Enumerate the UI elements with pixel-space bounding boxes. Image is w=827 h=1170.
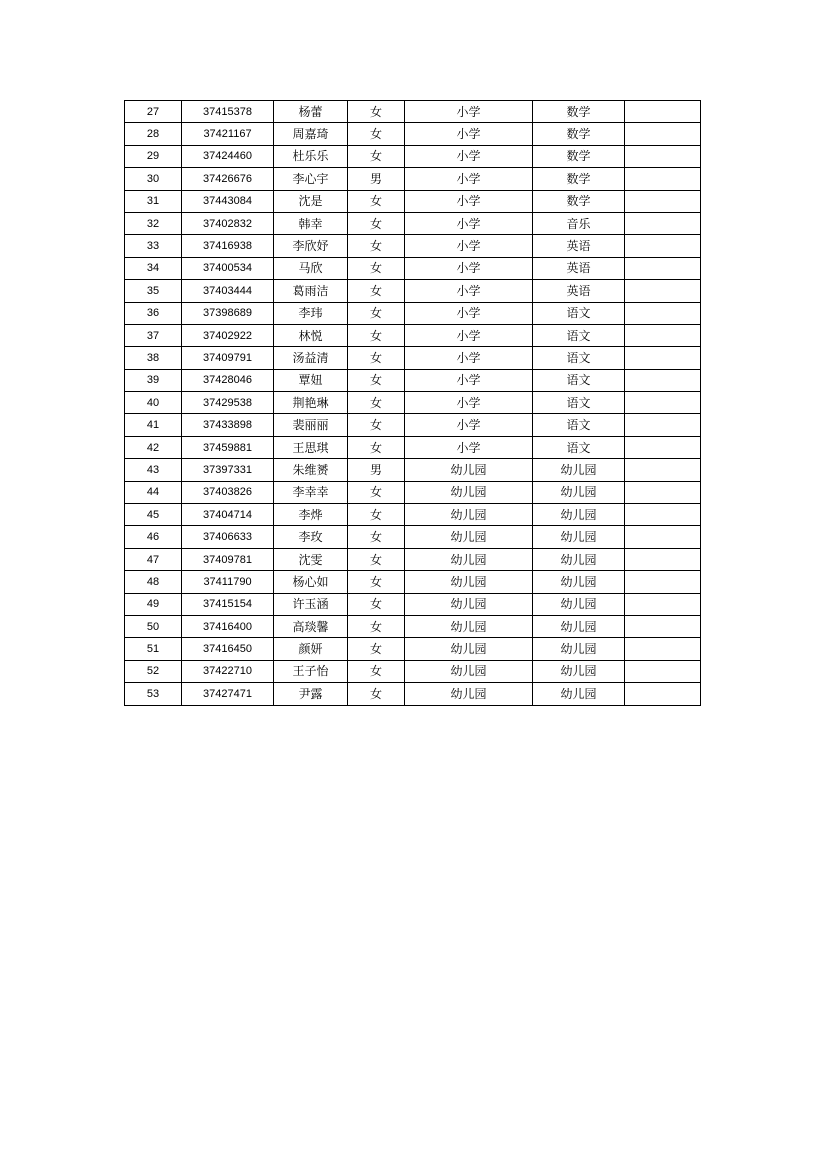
exam-id-cell: 37416400 xyxy=(182,615,274,637)
row-index-cell: 32 xyxy=(125,212,182,234)
table-row xyxy=(125,459,701,481)
name-cell: 沈雯 xyxy=(274,548,348,570)
name-cell: 尹露 xyxy=(274,683,348,705)
row-index-cell: 42 xyxy=(125,436,182,458)
school-level-cell: 小学 xyxy=(405,123,533,145)
table-row xyxy=(125,526,701,548)
subject-cell: 数学 xyxy=(533,123,625,145)
exam-id-cell: 37429538 xyxy=(182,392,274,414)
table-row xyxy=(125,369,701,391)
table-row xyxy=(125,168,701,190)
name-cell: 李玮 xyxy=(274,302,348,324)
note-cell xyxy=(625,392,701,414)
name-cell: 覃妞 xyxy=(274,369,348,391)
school-level-cell: 幼儿园 xyxy=(405,638,533,660)
name-cell: 王子怡 xyxy=(274,660,348,682)
name-cell: 杜乐乐 xyxy=(274,145,348,167)
subject-cell: 数学 xyxy=(533,101,625,123)
table-row xyxy=(125,504,701,526)
name-cell: 荆艳琳 xyxy=(274,392,348,414)
subject-cell: 英语 xyxy=(533,235,625,257)
subject-cell: 幼儿园 xyxy=(533,571,625,593)
table-row xyxy=(125,235,701,257)
gender-cell: 女 xyxy=(348,638,405,660)
row-index-cell: 52 xyxy=(125,660,182,682)
school-level-cell: 小学 xyxy=(405,101,533,123)
exam-id-cell: 37409781 xyxy=(182,548,274,570)
table-row xyxy=(125,683,701,705)
school-level-cell: 小学 xyxy=(405,257,533,279)
table-row xyxy=(125,280,701,302)
gender-cell: 女 xyxy=(348,212,405,234)
note-cell xyxy=(625,638,701,660)
row-index-cell: 38 xyxy=(125,347,182,369)
row-index-cell: 51 xyxy=(125,638,182,660)
note-cell xyxy=(625,168,701,190)
subject-cell: 幼儿园 xyxy=(533,481,625,503)
note-cell xyxy=(625,526,701,548)
subject-cell: 幼儿园 xyxy=(533,548,625,570)
name-cell: 李玫 xyxy=(274,526,348,548)
table-row xyxy=(125,548,701,570)
exam-id-cell: 37404714 xyxy=(182,504,274,526)
row-index-cell: 28 xyxy=(125,123,182,145)
note-cell xyxy=(625,145,701,167)
exam-id-cell: 37459881 xyxy=(182,436,274,458)
exam-id-cell: 37402922 xyxy=(182,324,274,346)
table-row xyxy=(125,593,701,615)
exam-id-cell: 37397331 xyxy=(182,459,274,481)
note-cell xyxy=(625,280,701,302)
exam-id-cell: 37400534 xyxy=(182,257,274,279)
gender-cell: 女 xyxy=(348,571,405,593)
note-cell xyxy=(625,459,701,481)
row-index-cell: 37 xyxy=(125,324,182,346)
exam-id-cell: 37416450 xyxy=(182,638,274,660)
school-level-cell: 小学 xyxy=(405,235,533,257)
school-level-cell: 幼儿园 xyxy=(405,459,533,481)
subject-cell: 语文 xyxy=(533,369,625,391)
gender-cell: 女 xyxy=(348,280,405,302)
exam-id-cell: 37428046 xyxy=(182,369,274,391)
gender-cell: 女 xyxy=(348,123,405,145)
school-level-cell: 小学 xyxy=(405,347,533,369)
name-cell: 汤益清 xyxy=(274,347,348,369)
table-row xyxy=(125,324,701,346)
name-cell: 颜妍 xyxy=(274,638,348,660)
table-row xyxy=(125,212,701,234)
name-cell: 高琰馨 xyxy=(274,615,348,637)
gender-cell: 女 xyxy=(348,347,405,369)
gender-cell: 女 xyxy=(348,190,405,212)
note-cell xyxy=(625,436,701,458)
row-index-cell: 53 xyxy=(125,683,182,705)
gender-cell: 女 xyxy=(348,414,405,436)
name-cell: 李心宇 xyxy=(274,168,348,190)
gender-cell: 女 xyxy=(348,257,405,279)
gender-cell: 女 xyxy=(348,504,405,526)
row-index-cell: 41 xyxy=(125,414,182,436)
row-index-cell: 35 xyxy=(125,280,182,302)
table-row xyxy=(125,414,701,436)
table-row xyxy=(125,347,701,369)
subject-cell: 语文 xyxy=(533,347,625,369)
subject-cell: 语文 xyxy=(533,324,625,346)
row-index-cell: 39 xyxy=(125,369,182,391)
row-index-cell: 49 xyxy=(125,593,182,615)
school-level-cell: 幼儿园 xyxy=(405,481,533,503)
name-cell: 朱维赟 xyxy=(274,459,348,481)
school-level-cell: 小学 xyxy=(405,212,533,234)
exam-id-cell: 37403826 xyxy=(182,481,274,503)
subject-cell: 语文 xyxy=(533,302,625,324)
row-index-cell: 43 xyxy=(125,459,182,481)
school-level-cell: 小学 xyxy=(405,324,533,346)
note-cell xyxy=(625,302,701,324)
table-row xyxy=(125,571,701,593)
school-level-cell: 小学 xyxy=(405,414,533,436)
name-cell: 李烨 xyxy=(274,504,348,526)
row-index-cell: 36 xyxy=(125,302,182,324)
note-cell xyxy=(625,123,701,145)
note-cell xyxy=(625,504,701,526)
gender-cell: 女 xyxy=(348,615,405,637)
row-index-cell: 34 xyxy=(125,257,182,279)
row-index-cell: 45 xyxy=(125,504,182,526)
school-level-cell: 幼儿园 xyxy=(405,526,533,548)
subject-cell: 英语 xyxy=(533,257,625,279)
table-body xyxy=(125,101,701,706)
school-level-cell: 小学 xyxy=(405,392,533,414)
exam-id-cell: 37416938 xyxy=(182,235,274,257)
note-cell xyxy=(625,414,701,436)
exam-id-cell: 37403444 xyxy=(182,280,274,302)
exam-id-cell: 37406633 xyxy=(182,526,274,548)
school-level-cell: 幼儿园 xyxy=(405,593,533,615)
subject-cell: 幼儿园 xyxy=(533,526,625,548)
exam-id-cell: 37411790 xyxy=(182,571,274,593)
note-cell xyxy=(625,548,701,570)
exam-id-cell: 37415154 xyxy=(182,593,274,615)
gender-cell: 女 xyxy=(348,548,405,570)
gender-cell: 女 xyxy=(348,683,405,705)
row-index-cell: 46 xyxy=(125,526,182,548)
school-level-cell: 幼儿园 xyxy=(405,660,533,682)
row-index-cell: 47 xyxy=(125,548,182,570)
table-row xyxy=(125,101,701,123)
name-cell: 李幸幸 xyxy=(274,481,348,503)
table-row xyxy=(125,145,701,167)
subject-cell: 数学 xyxy=(533,145,625,167)
gender-cell: 女 xyxy=(348,369,405,391)
table-row xyxy=(125,190,701,212)
school-level-cell: 幼儿园 xyxy=(405,571,533,593)
subject-cell: 幼儿园 xyxy=(533,615,625,637)
school-level-cell: 小学 xyxy=(405,145,533,167)
name-cell: 周嘉琦 xyxy=(274,123,348,145)
subject-cell: 幼儿园 xyxy=(533,683,625,705)
subject-cell: 音乐 xyxy=(533,212,625,234)
name-cell: 王思琪 xyxy=(274,436,348,458)
gender-cell: 女 xyxy=(348,324,405,346)
exam-id-cell: 37426676 xyxy=(182,168,274,190)
note-cell xyxy=(625,593,701,615)
gender-cell: 女 xyxy=(348,302,405,324)
candidate-table xyxy=(124,100,701,706)
table-row xyxy=(125,638,701,660)
gender-cell: 女 xyxy=(348,436,405,458)
table-row xyxy=(125,123,701,145)
school-level-cell: 幼儿园 xyxy=(405,683,533,705)
row-index-cell: 30 xyxy=(125,168,182,190)
table-row xyxy=(125,436,701,458)
school-level-cell: 幼儿园 xyxy=(405,615,533,637)
subject-cell: 语文 xyxy=(533,392,625,414)
name-cell: 林悦 xyxy=(274,324,348,346)
gender-cell: 女 xyxy=(348,101,405,123)
subject-cell: 语文 xyxy=(533,436,625,458)
gender-cell: 女 xyxy=(348,145,405,167)
name-cell: 李欣妤 xyxy=(274,235,348,257)
subject-cell: 幼儿园 xyxy=(533,660,625,682)
exam-id-cell: 37398689 xyxy=(182,302,274,324)
exam-id-cell: 37421167 xyxy=(182,123,274,145)
name-cell: 杨蕾 xyxy=(274,101,348,123)
note-cell xyxy=(625,235,701,257)
row-index-cell: 33 xyxy=(125,235,182,257)
row-index-cell: 27 xyxy=(125,101,182,123)
subject-cell: 语文 xyxy=(533,414,625,436)
name-cell: 马欣 xyxy=(274,257,348,279)
row-index-cell: 44 xyxy=(125,481,182,503)
table-row xyxy=(125,481,701,503)
exam-id-cell: 37409791 xyxy=(182,347,274,369)
school-level-cell: 小学 xyxy=(405,190,533,212)
row-index-cell: 31 xyxy=(125,190,182,212)
school-level-cell: 小学 xyxy=(405,436,533,458)
exam-id-cell: 37422710 xyxy=(182,660,274,682)
name-cell: 沈是 xyxy=(274,190,348,212)
gender-cell: 女 xyxy=(348,392,405,414)
table-row xyxy=(125,302,701,324)
note-cell xyxy=(625,660,701,682)
row-index-cell: 29 xyxy=(125,145,182,167)
note-cell xyxy=(625,190,701,212)
table-row xyxy=(125,615,701,637)
subject-cell: 幼儿园 xyxy=(533,593,625,615)
exam-id-cell: 37443084 xyxy=(182,190,274,212)
subject-cell: 幼儿园 xyxy=(533,459,625,481)
subject-cell: 幼儿园 xyxy=(533,504,625,526)
school-level-cell: 小学 xyxy=(405,168,533,190)
gender-cell: 女 xyxy=(348,593,405,615)
gender-cell: 男 xyxy=(348,168,405,190)
gender-cell: 女 xyxy=(348,235,405,257)
note-cell xyxy=(625,257,701,279)
name-cell: 葛雨洁 xyxy=(274,280,348,302)
table-row xyxy=(125,392,701,414)
table-row xyxy=(125,660,701,682)
school-level-cell: 小学 xyxy=(405,280,533,302)
exam-id-cell: 37402832 xyxy=(182,212,274,234)
note-cell xyxy=(625,481,701,503)
name-cell: 韩幸 xyxy=(274,212,348,234)
exam-id-cell: 37424460 xyxy=(182,145,274,167)
note-cell xyxy=(625,571,701,593)
name-cell: 许玉涵 xyxy=(274,593,348,615)
gender-cell: 女 xyxy=(348,660,405,682)
subject-cell: 幼儿园 xyxy=(533,638,625,660)
note-cell xyxy=(625,369,701,391)
gender-cell: 男 xyxy=(348,459,405,481)
school-level-cell: 小学 xyxy=(405,369,533,391)
subject-cell: 英语 xyxy=(533,280,625,302)
exam-id-cell: 37427471 xyxy=(182,683,274,705)
note-cell xyxy=(625,212,701,234)
note-cell xyxy=(625,615,701,637)
name-cell: 裴丽丽 xyxy=(274,414,348,436)
note-cell xyxy=(625,101,701,123)
note-cell xyxy=(625,347,701,369)
table-row xyxy=(125,257,701,279)
row-index-cell: 50 xyxy=(125,615,182,637)
note-cell xyxy=(625,683,701,705)
gender-cell: 女 xyxy=(348,526,405,548)
row-index-cell: 40 xyxy=(125,392,182,414)
subject-cell: 数学 xyxy=(533,168,625,190)
school-level-cell: 幼儿园 xyxy=(405,548,533,570)
name-cell: 杨心如 xyxy=(274,571,348,593)
row-index-cell: 48 xyxy=(125,571,182,593)
subject-cell: 数学 xyxy=(533,190,625,212)
exam-id-cell: 37415378 xyxy=(182,101,274,123)
exam-id-cell: 37433898 xyxy=(182,414,274,436)
gender-cell: 女 xyxy=(348,481,405,503)
school-level-cell: 小学 xyxy=(405,302,533,324)
school-level-cell: 幼儿园 xyxy=(405,504,533,526)
note-cell xyxy=(625,324,701,346)
